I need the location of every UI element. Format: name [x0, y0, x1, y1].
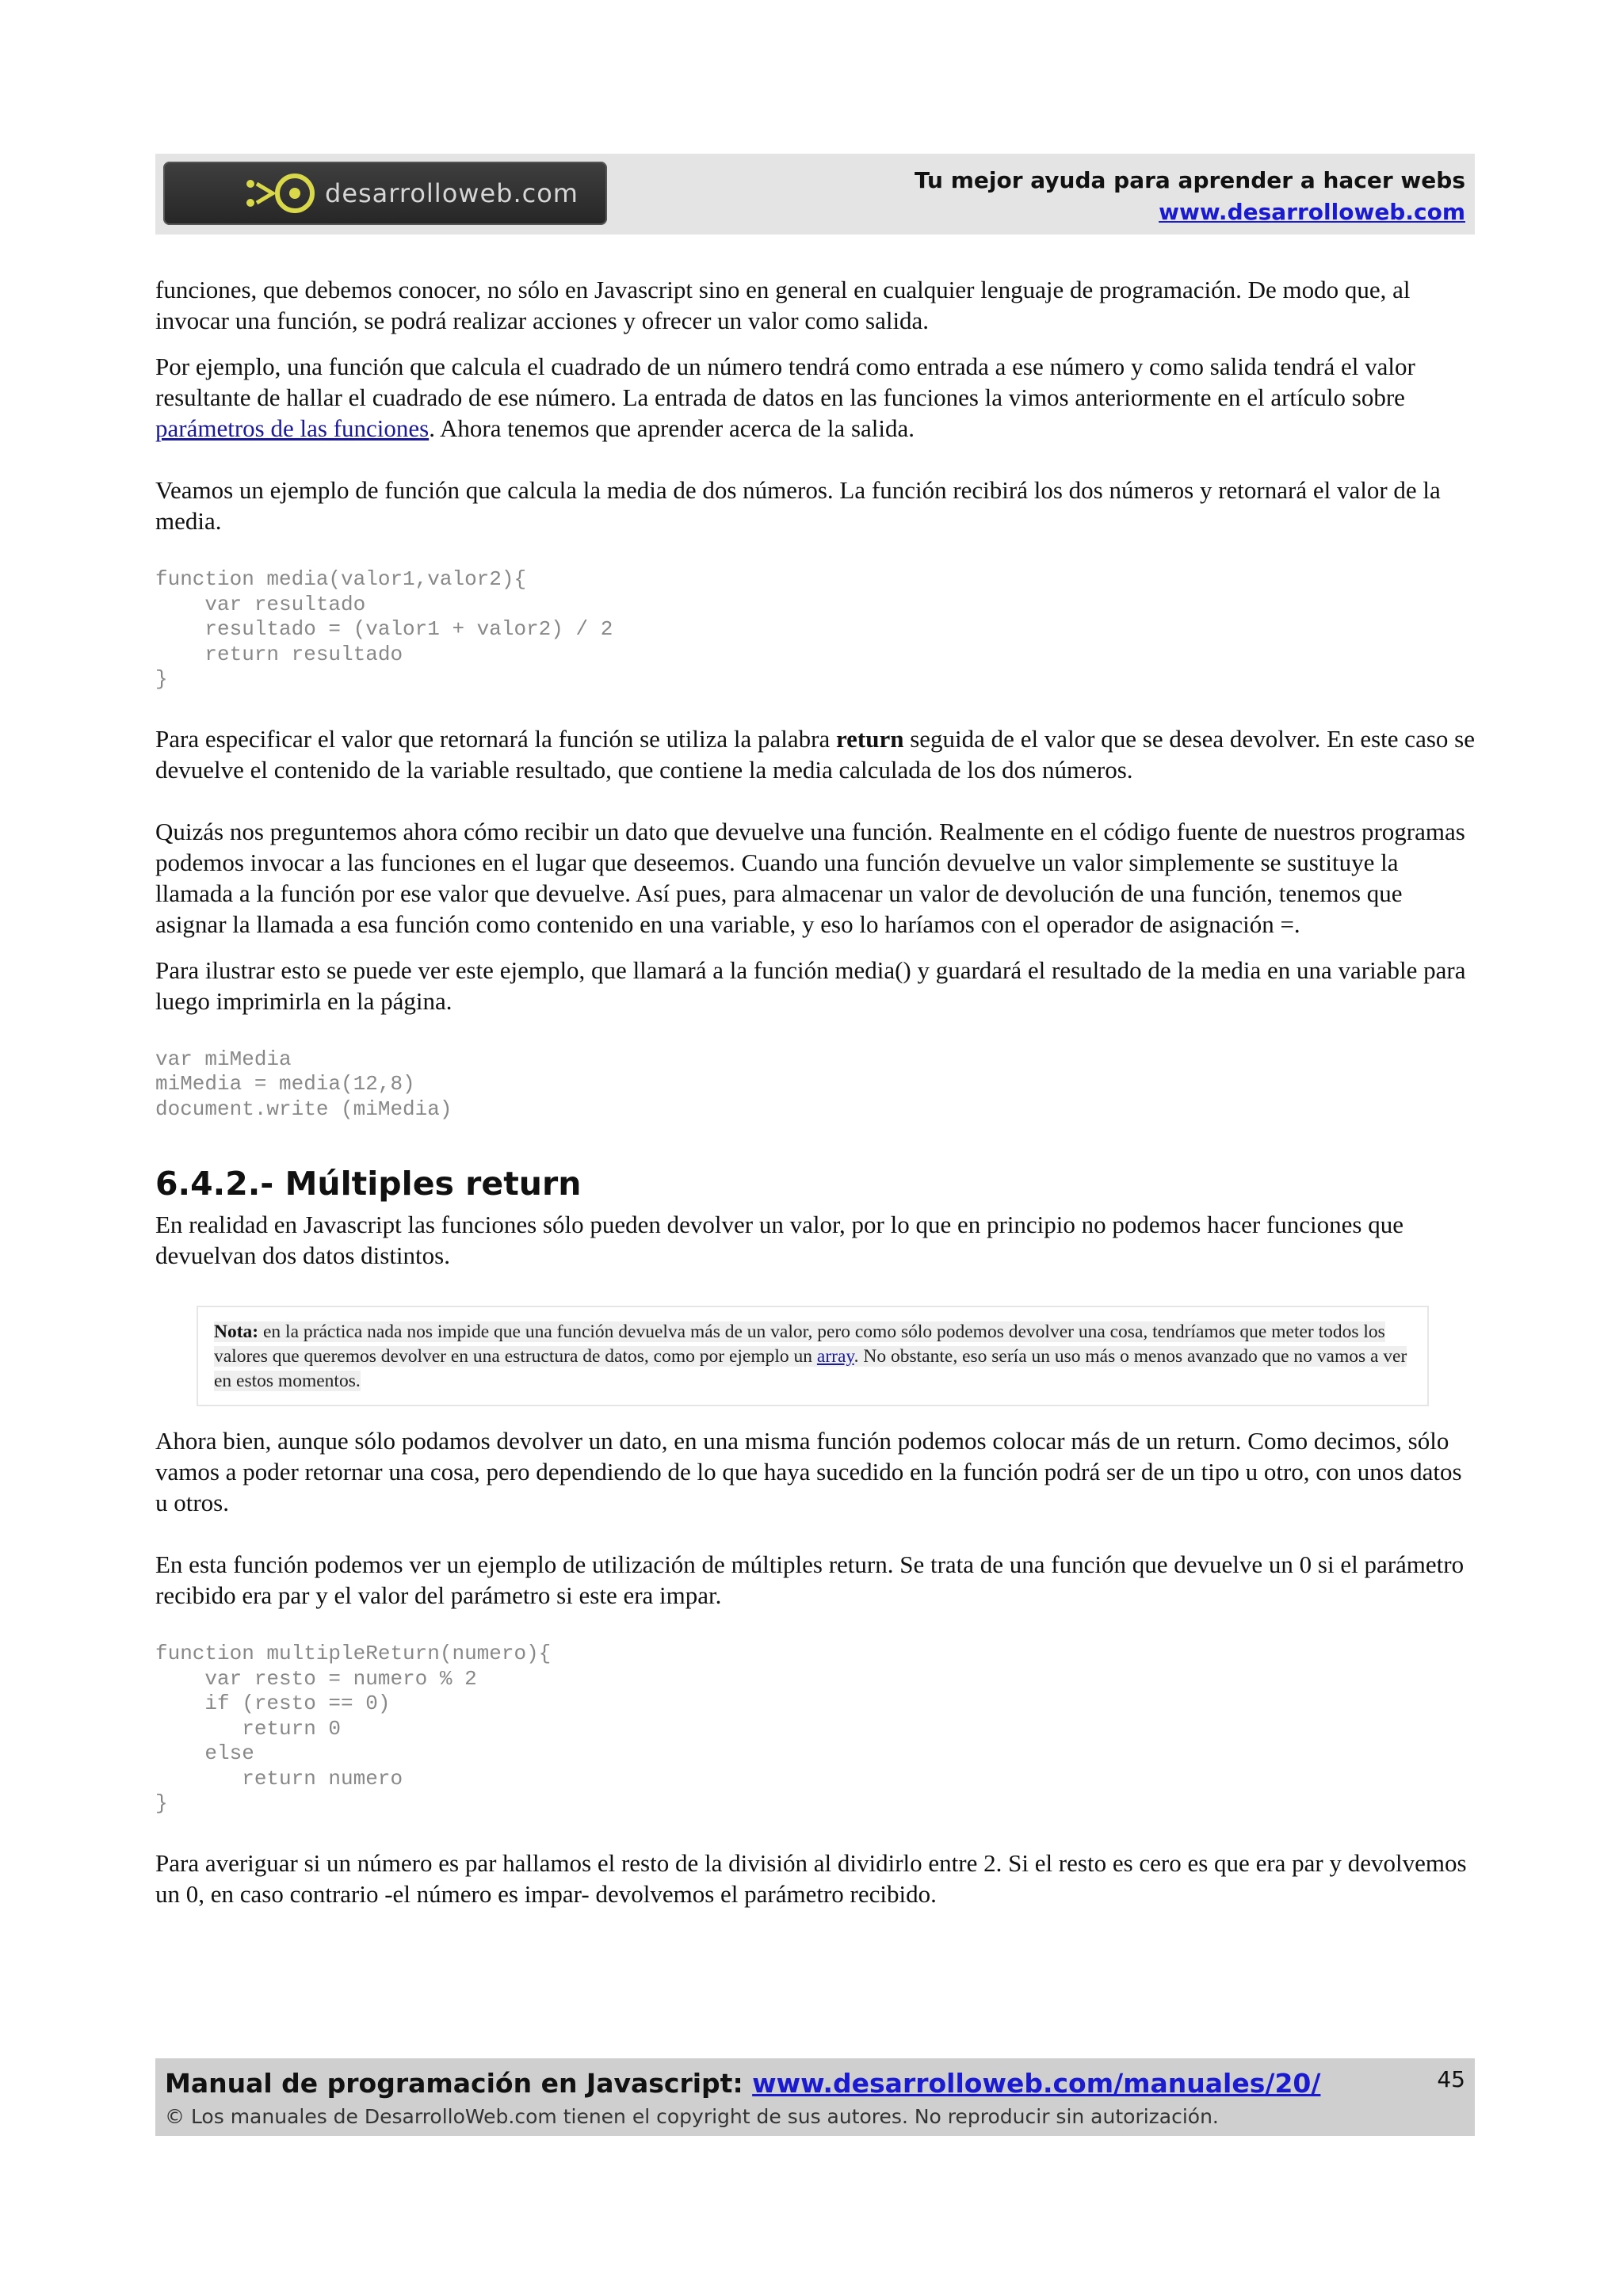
paragraph: Para ilustrar esto se puede ver este ejemplo, que llamará a la función media() y guardará el resultado de la media en una variable para luego imprimirla en la página.	[155, 955, 1466, 1015]
paragraph: Veamos un ejemplo de función que calcula la media de dos números. La función recibirá los dos números y retornará el valor de la media.	[155, 476, 1441, 535]
page-number: 45	[1437, 2066, 1465, 2092]
paragraph: Ahora bien, aunque sólo podamos devolver un dato, en una misma función podemos colocar más de un return. Como decimos, sólo vamos a poder retornar una cosa, pero dependiendo de lo que haya sucedido en la función podrá ser de un tipo u otro, con unos datos u otros.	[155, 1427, 1462, 1516]
site-logo[interactable]	[163, 162, 607, 225]
code-block-mimedia: var miMedia miMedia = media(12,8) document.write (miMedia)	[155, 1047, 453, 1121]
header-tagline-block	[915, 165, 1465, 228]
paragraph: Por ejemplo, una función que calcula el cuadrado de un número tendrá como entrada a ese número y como salida tendrá el valor resultante de hallar el cuadrado de ese número. La entrada de datos en las funciones la vimos anteriormente en el artículo sobre parámetros de las funciones. Ahora tenemos que aprender acerca de la salida.	[155, 353, 1415, 442]
paragraph: En esta función podemos ver un ejemplo de utilización de múltiples return. Se trata de una función que devuelve un 0 si el parámetro recibido era par y el valor del parámetro si este era impar.	[155, 1550, 1465, 1609]
paragraph: Para averiguar si un número es par hallamos el resto de la división al dividirlo entre 2. Si el resto es cero es que era par y devolvemos un 0, en caso contrario -el número es impar- devolvemos el parámetro recibido.	[155, 1848, 1467, 1908]
section-heading: 6.4.2.- Múltiples return	[155, 1165, 582, 1203]
link-array[interactable]: array	[816, 1346, 854, 1367]
header-tagline: Tu mejor ayuda para aprender a hacer webs	[915, 167, 1465, 193]
paragraph: Quizás nos preguntemos ahora cómo recibir un dato que devuelve una función. Realmente en el código fuente de nuestros programas podemos invocar a las funciones en el lugar que deseemos. Cuando una función devuelve un valor simplemente se sustituye la llamada a la función por ese valor que devuelve. Así pues, para almacenar un valor de devolución de una función, tenemos que asignar la llamada a esa función como contenido en una variable, y eso lo haríamos con el operador de asignación =.	[155, 817, 1465, 938]
link-parametros-funciones[interactable]: parámetros de las funciones	[155, 414, 430, 442]
logo-text: desarrolloweb.com	[325, 178, 579, 208]
logo-mark-icon	[239, 170, 319, 217]
keyword-return: return	[835, 724, 904, 753]
code-block-multiplereturn: function multipleReturn(numero){ var resto = numero % 2 if (resto == 0) return 0 else return numero }	[155, 1642, 552, 1815]
paragraph: En realidad en Javascript las funciones sólo pueden devolver un valor, por lo que en principio no podemos hacer funciones que devuelvan dos datos distintos.	[155, 1211, 1403, 1269]
page-content	[155, 274, 1475, 1909]
page-footer	[155, 2058, 1475, 2136]
note-label: Nota:	[214, 1322, 259, 1342]
note-box: Nota: en la práctica nada nos impide que una función devuelva más de un valor, pero como sólo podemos devolver una cosa, tendríamos que meter todos los valores que queremos devolver en una estructura de datos, como por ejemplo un array. No obstante, eso sería un uso más o menos avanzado que no vamos a ver en estos momentos.	[197, 1306, 1429, 1406]
footer-manual-link[interactable]: www.desarrolloweb.com/manuales/20/	[752, 2068, 1321, 2099]
footer-title: Manual de programación en Javascript: www.desarrolloweb.com/manuales/20/	[165, 2068, 1321, 2099]
footer-copyright: © Los manuales de DesarrolloWeb.com tienen el copyright de sus autores. No reproducir sin autorización.	[165, 2105, 1219, 2128]
code-block-media: function media(valor1,valor2){ var resultado resultado = (valor1 + valor2) / 2 return resultado }	[155, 567, 613, 691]
paragraph: funciones, que debemos conocer, no sólo en Javascript sino en general en cualquier lenguaje de programación. De modo que, al invocar una función, se podrá realizar acciones y ofrecer un valor como salida.	[155, 276, 1411, 334]
page-header	[155, 154, 1475, 235]
header-site-link[interactable]: www.desarrolloweb.com	[1159, 199, 1465, 225]
paragraph: Para especificar el valor que retornará la función se utiliza la palabra return seguida de el valor que se desea devolver. En este caso se devuelve el contenido de la variable resultado, que contiene la media calculada de los dos números.	[155, 724, 1475, 784]
